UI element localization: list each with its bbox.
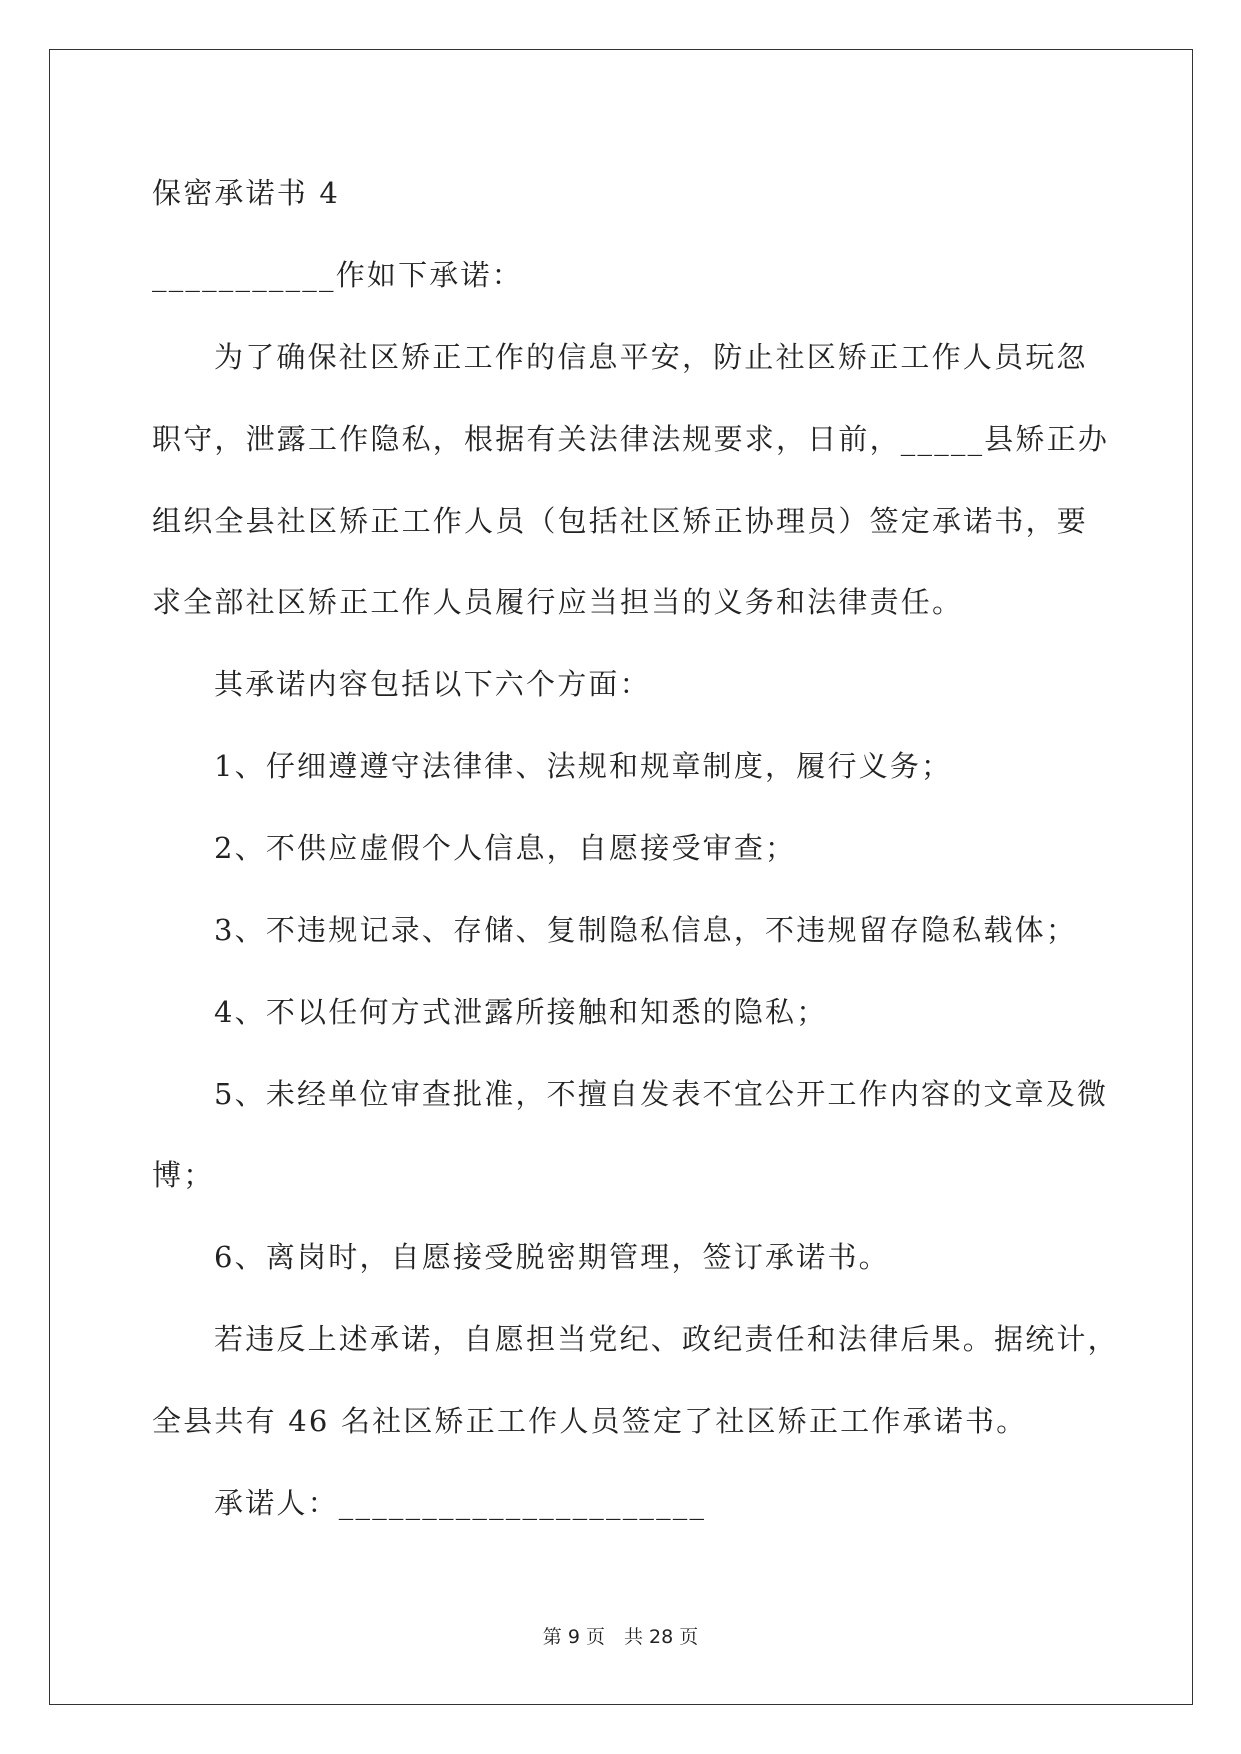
paragraph-line: 全县共有 46 名社区矫正工作人员签定了社区矫正工作承诺书。: [152, 1404, 1028, 1438]
paragraph-line: 为了确保社区矫正工作的信息平安，防止社区矫正工作人员玩忽: [214, 340, 1088, 374]
list-item: 5、未经单位审查批准，不擅自发表不宜公开工作内容的文章及微: [214, 1077, 1109, 1111]
list-item: 1、仔细遵遵守法律律、法规和规章制度，履行义务；: [214, 749, 953, 783]
paragraph-line: 职守，泄露工作隐私，根据有关法律法规要求，日前，_____县矫正办: [152, 422, 1110, 456]
page-footer: 第 9 页 共 28 页: [542, 1626, 699, 1648]
paragraph-line: 其承诺内容包括以下六个方面：: [214, 667, 651, 701]
list-item: 博；: [152, 1158, 215, 1192]
paragraph-line: 若违反上述承诺，自愿担当党纪、政纪责任和法律后果。据统计，: [214, 1322, 1119, 1356]
paragraph-line: ___________作如下承诺：: [152, 258, 523, 292]
paragraph-line: 组织全县社区矫正工作人员（包括社区矫正协理员）签定承诺书，要: [152, 504, 1089, 538]
list-item: 4、不以任何方式泄露所接触和知悉的隐私；: [214, 995, 828, 1029]
paragraph-line: 求全部社区矫正工作人员履行应当担当的义务和法律责任。: [152, 585, 964, 619]
signature-line: 承诺人：______________________: [214, 1486, 707, 1520]
list-item: 2、不供应虚假个人信息，自愿接受审查；: [214, 831, 797, 865]
list-item: 6、离岗时，自愿接受脱密期管理，签订承诺书。: [214, 1240, 890, 1274]
document-title: 保密承诺书 4: [152, 176, 341, 210]
list-item: 3、不违规记录、存储、复制隐私信息，不违规留存隐私载体；: [214, 913, 1078, 947]
page-border: [49, 49, 1193, 1705]
